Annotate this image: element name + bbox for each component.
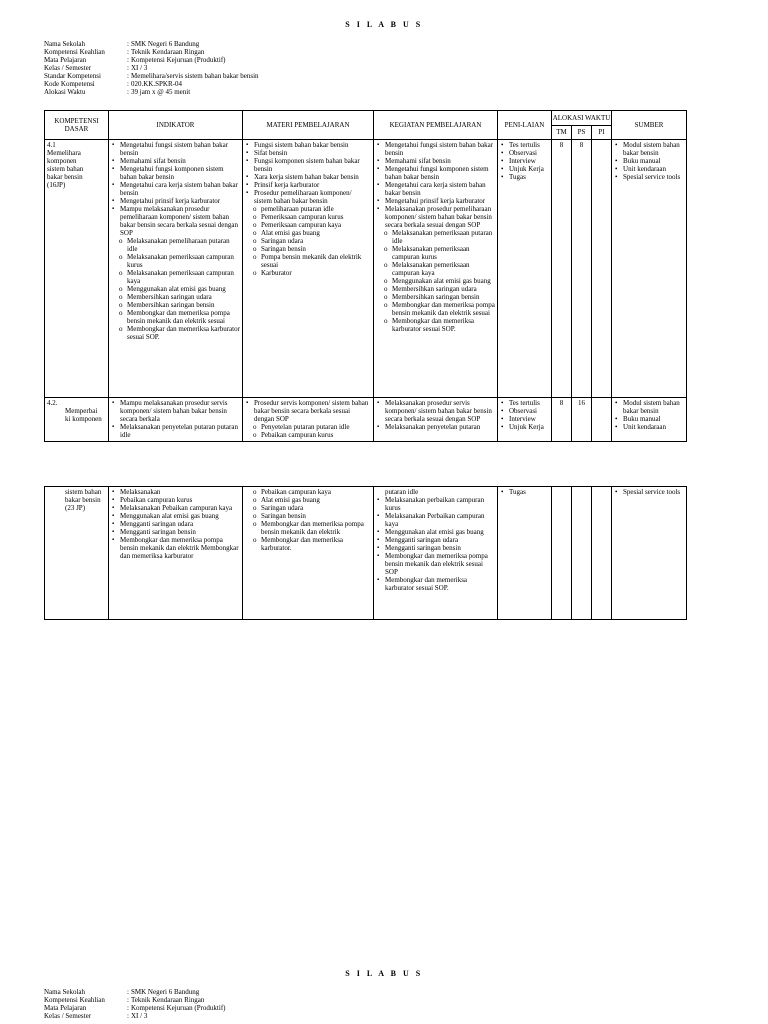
kd-number: 4.2.	[47, 399, 58, 407]
list-item: o Pemeriksaan campuran kaya	[245, 221, 371, 229]
list-item: ▪ Melaksanakan prosedur pemeliharaan komponen/ sistem bahan bakar bensin secara berkala sesuai dengan SOP	[376, 205, 495, 229]
list-item: • Unjuk Kerja	[500, 423, 549, 431]
pi-cell	[592, 398, 612, 442]
list-item: ▪ Membongkar dan memeriksa pompa bensin mekanik dan elektrik sesuai SOP	[376, 552, 495, 576]
list-item: ▪ Mengganti saringan udara	[111, 520, 240, 528]
info-value: Kompetensi Kejuruan (Produktif)	[131, 1004, 226, 1012]
info-value: XI / 3	[131, 1012, 148, 1020]
list-item: ▪ Mengganti saringan bensin	[111, 528, 240, 536]
info-label: Kelas / Semester	[44, 1012, 92, 1020]
list-item: ▪ Melaksanakan	[111, 488, 240, 496]
tm-cell: 8	[552, 140, 572, 398]
info-colon: :	[127, 64, 129, 72]
list-item: ▪ Pebaikan campuran kurus	[111, 496, 240, 504]
kd-text: Memperbai ki komponen	[65, 407, 102, 423]
list-item: ▪ Sifat bensin	[245, 149, 371, 157]
list-item: • Interview	[500, 157, 549, 165]
list-item: ▪ Mampu melaksanakan prosedur pemeliharaan komponen/ sistem bahan bakar bensin secara berkala sesuai dengan SOP	[111, 205, 240, 237]
indikator-cell	[109, 140, 243, 398]
info-row	[44, 40, 259, 48]
list-item: o Saringan bensin	[245, 245, 371, 253]
list-item: o Menggunakan alat emisi gas buang	[376, 277, 495, 285]
info-label: Nama Sekolah	[44, 988, 86, 996]
kegiatan-cell	[374, 487, 498, 620]
list-item: • Modul sistem bahan bakar bensin	[614, 399, 684, 415]
info-value: SMK Negeri 6 Bandung	[131, 988, 200, 996]
info-colon: :	[127, 988, 129, 996]
info-row	[44, 996, 225, 1004]
col-header-alokasi-waktu: ALOKASI WAKTU	[552, 111, 612, 126]
list-item: • Buku manual	[614, 415, 684, 423]
table-row	[45, 398, 687, 442]
list-item: ▪ Melaksanakan penyetelan putaran putaran idle	[111, 423, 240, 439]
list-item: • Observasi	[500, 407, 549, 415]
kd-cell	[45, 487, 109, 620]
list-item: ▪ Melaksanakan Pebaikan campuran kaya	[111, 504, 240, 512]
list-item: ▪ Mampu melaksanakan prosedur servis komponen/ sistem bahan bakar bensin secara berkala	[111, 399, 240, 423]
info-label: Kompetensi Keahlian	[44, 996, 105, 1004]
info-row	[44, 988, 225, 996]
materi-cell	[243, 398, 374, 442]
syllabus-info-2	[44, 988, 225, 1020]
info-colon: :	[127, 80, 129, 88]
info-value: 020.KK.SPKR-04	[131, 80, 182, 88]
list-item: ▪ Mengetahui cara kerja sistem bahan bakar bensin	[376, 181, 495, 197]
list-item: ▪ Mengganti saringan udara	[376, 536, 495, 544]
info-colon: :	[127, 40, 129, 48]
list-item: o Menggunakan alat emisi gas buang	[111, 285, 240, 293]
info-label: Standar Kompetensi	[44, 72, 101, 80]
list-item: o Melaksanakan pemeriksaan campuran kaya	[376, 261, 495, 277]
list-item: ▪ Prosedur servis komponen/ sistem bahan bakar bensin secara berkala sesuai dengan SOP	[245, 399, 371, 423]
list-item: ▪ Mengetahui fungsi sistem bahan bakar bensin	[111, 141, 240, 157]
list-item: o Pompa bensin mekanik dan elektrik sesuai	[245, 253, 371, 269]
list-item: o Saringan udara	[245, 237, 371, 245]
kegiatan-cell	[374, 398, 498, 442]
list-item: ▪ Prosedur pemeliharaan komponen/ sistem bahan bakar bensin	[245, 189, 371, 205]
list-item: • Tes tertulis	[500, 141, 549, 149]
materi-cell	[243, 487, 374, 620]
col-header-ps: PS	[572, 125, 592, 140]
info-row	[44, 48, 259, 56]
info-value: XI / 3	[131, 64, 148, 72]
list-item: o Membersihkan saringan udara	[376, 285, 495, 293]
list-item: o Saringan bensin	[245, 512, 371, 520]
list-item: o pemeliharaan putaran idle	[245, 205, 371, 213]
indikator-cell	[109, 487, 243, 620]
list-item: • Spesial service tools	[614, 173, 684, 181]
col-header-penilaian: PENI-LAIAN	[498, 111, 552, 140]
info-value: SMK Negeri 6 Bandung	[131, 40, 200, 48]
list-item: o Saringan udara	[245, 504, 371, 512]
info-label: Nama Sekolah	[44, 40, 86, 48]
list-item: • Tes tertulis	[500, 399, 549, 407]
list-item: o Membersihkan saringan udara	[111, 293, 240, 301]
list-item: ▪ Xara kerja sistem bahan bakar bensin	[245, 173, 371, 181]
col-header-tm: TM	[552, 125, 572, 140]
list-item: • Tugas	[500, 488, 549, 496]
table-row	[45, 487, 687, 620]
list-item: ▪ Mengetahui prinsif kerja karburator	[111, 197, 240, 205]
list-item: • Spesial service tools	[614, 488, 684, 496]
list-item: ▪ Membongkar dan memeriksa karburator sesuai SOP.	[376, 576, 495, 592]
ps-cell	[572, 487, 592, 620]
list-item: • Modul sistem bahan bakar bensin	[614, 141, 684, 157]
info-value: Teknik Kendaraan Ringan	[131, 996, 205, 1004]
list-item: ▪ Menggunakan alat emisi gas buang	[376, 528, 495, 536]
table-row	[45, 140, 687, 398]
info-row	[44, 56, 259, 64]
indikator-cell	[109, 398, 243, 442]
col-header-kompetensi-dasar: KOMPETENSI DASAR	[45, 111, 109, 140]
sumber-cell	[612, 487, 687, 620]
info-colon: :	[127, 996, 129, 1004]
list-item: o Membongkar dan memeriksa karburator sesuai SOP.	[111, 325, 240, 341]
list-item: ▪ Menggunakan alat emisi gas buang	[111, 512, 240, 520]
list-item: ▪ Mengetahui fungsi komponen sistem bahan bakar bensin	[111, 165, 240, 181]
list-item: o Melaksanakan pemeriksaan putaran idle	[376, 229, 495, 245]
kd-text: Memelihara komponen sistem bahan bakar bensin (16JP)	[47, 149, 84, 189]
penilaian-cell	[498, 398, 552, 442]
syllabus-info	[44, 40, 259, 96]
info-value: Kompetensi Kejuruan (Produktif)	[131, 56, 226, 64]
col-header-indikator: INDIKATOR	[109, 111, 243, 140]
pi-cell	[592, 487, 612, 620]
list-item: • Tugas	[500, 173, 549, 181]
kd-cell	[45, 140, 109, 398]
list-item: o Membongkar dan memeriksa pompa bensin mekanik dan elektrik sesuai	[111, 309, 240, 325]
list-item: • Interview	[500, 415, 549, 423]
kd-cell	[45, 398, 109, 442]
list-item: ▪ Fungsi sistem bahan bakar bensin	[245, 141, 371, 149]
syllabus-table	[44, 110, 687, 442]
kd-number: 4.1	[47, 141, 56, 149]
list-item: o Melaksanakan pemeliharaan putaran idle	[111, 237, 240, 253]
col-header-sumber: SUMBER	[612, 111, 687, 140]
sumber-cell	[612, 398, 687, 442]
list-item: ▪ Mengetahui cara kerja sistem bahan bakar bensin	[111, 181, 240, 197]
list-item: ▪ Melaksanakan Perbaikan campuran kaya	[376, 512, 495, 528]
list-item: • Observasi	[500, 149, 549, 157]
info-colon: :	[127, 1012, 129, 1020]
list-item: o Membersihkan saringan bensin	[376, 293, 495, 301]
list-item: o Pemeriksaan campuran kurus	[245, 213, 371, 221]
list-item: ▪ Mengetahui prinsif kerja karburator	[376, 197, 495, 205]
info-row	[44, 72, 259, 80]
info-colon: :	[127, 88, 129, 96]
pi-cell	[592, 140, 612, 398]
list-item: o Pebaikan campuran kaya	[245, 488, 371, 496]
info-label: Alokasi Waktu	[44, 88, 86, 96]
info-value: Teknik Kendaraan Ringan	[131, 48, 205, 56]
page-title-2: S I L A B U S	[345, 969, 423, 978]
list-item: o Membongkar dan memeriksa pompa bensin mekanik dan elektrik sesuai	[376, 301, 495, 317]
list-item: ▪ Fungsi komponen sistem bahan bakar bensin	[245, 157, 371, 173]
list-item: ▪ Melaksanakan prosedur servis komponen/ sistem bahan bakar bensin secara berkala sesuai dengan SOP	[376, 399, 495, 423]
list-item: • Unit kendaraan	[614, 165, 684, 173]
info-colon: :	[127, 72, 129, 80]
penilaian-cell	[498, 140, 552, 398]
tm-cell: 8	[552, 398, 572, 442]
list-item: ▪ Mengganti saringan bensin	[376, 544, 495, 552]
continuation-table	[44, 486, 687, 620]
col-header-kegiatan: KEGIATAN PEMBELAJARAN	[374, 111, 498, 140]
info-row	[44, 1004, 225, 1012]
info-label: Kode Kompetensi	[44, 80, 95, 88]
list-item: o Melaksanakan pemeriksaan campuran kurus	[111, 253, 240, 269]
list-item: ▪ Prinsif kerja karburator	[245, 181, 371, 189]
list-item: ▪ Melaksanakan penyetelan putaran	[376, 423, 495, 431]
info-row	[44, 64, 259, 72]
list-item: o Karburator	[245, 269, 371, 277]
kd-text: sistem bahan bakar bensin (23 JP)	[65, 488, 102, 512]
list-item: ▪ Memahami sifat bensin	[111, 157, 240, 165]
ps-cell: 8	[572, 140, 592, 398]
list-item: ▪ Mengetahui fungsi komponen sistem bahan bakar bensin	[376, 165, 495, 181]
info-label: Kompetensi Keahlian	[44, 48, 105, 56]
kegiatan-cell	[374, 140, 498, 398]
col-header-materi: MATERI PEMBELAJARAN	[243, 111, 374, 140]
list-item: o Membersihkan saringan bensin	[111, 301, 240, 309]
penilaian-cell	[498, 487, 552, 620]
list-item: ▪ Membongkar dan memeriksa pompa bensin mekanik dan elektrik Membongkar dan memeriksa karburator	[111, 536, 240, 560]
info-row	[44, 88, 259, 96]
info-label: Mata Pelajaran	[44, 1004, 87, 1012]
list-item: o Pebaikan campuran kurus	[245, 431, 371, 439]
info-row	[44, 80, 259, 88]
list-item: o Membongkar dan memeriksa karburator.	[245, 536, 371, 552]
info-value: 39 jam x @ 45 menit	[131, 88, 191, 96]
list-item: • Buku manual	[614, 157, 684, 165]
list-item: o Alat emisi gas buang	[245, 229, 371, 237]
materi-cell	[243, 140, 374, 398]
sumber-cell	[612, 140, 687, 398]
info-value: Memelihara/servis sistem bahan bakar bensin	[131, 72, 259, 80]
list-item: ▪ Melaksanakan perbaikan campuran kurus	[376, 496, 495, 512]
header-row	[45, 111, 687, 126]
info-colon: :	[127, 1004, 129, 1012]
list-item: ▪ Memahami sifat bensin	[376, 157, 495, 165]
col-header-pi: PI	[592, 125, 612, 140]
info-row	[44, 1012, 225, 1020]
info-label: Kelas / Semester	[44, 64, 92, 72]
list-item: o Penyetelan putaran putaran idle	[245, 423, 371, 431]
list-item: ▪ Mengetahui fungsi sistem bahan bakar bensin	[376, 141, 495, 157]
list-item: o Melaksanakan pemeriksaan campuran kaya	[111, 269, 240, 285]
list-item: o Membongkar dan memeriksa pompa bensin mekanik dan elektrik	[245, 520, 371, 536]
ps-cell: 16	[572, 398, 592, 442]
list-item: o Membongkar dan memeriksa karburator sesuai SOP.	[376, 317, 495, 333]
list-item: o Alat emisi gas buang	[245, 496, 371, 504]
kegiatan-continued-text: putaran idle	[385, 488, 419, 496]
info-colon: :	[127, 48, 129, 56]
list-item: • Unit kendaraan	[614, 423, 684, 431]
info-colon: :	[127, 56, 129, 64]
tm-cell	[552, 487, 572, 620]
list-item: o Melaksanakan pemeriksaan campuran kurus	[376, 245, 495, 261]
page-title: S I L A B U S	[345, 20, 423, 29]
list-item: • Unjuk Kerja	[500, 165, 549, 173]
info-label: Mata Pelajaran	[44, 56, 87, 64]
